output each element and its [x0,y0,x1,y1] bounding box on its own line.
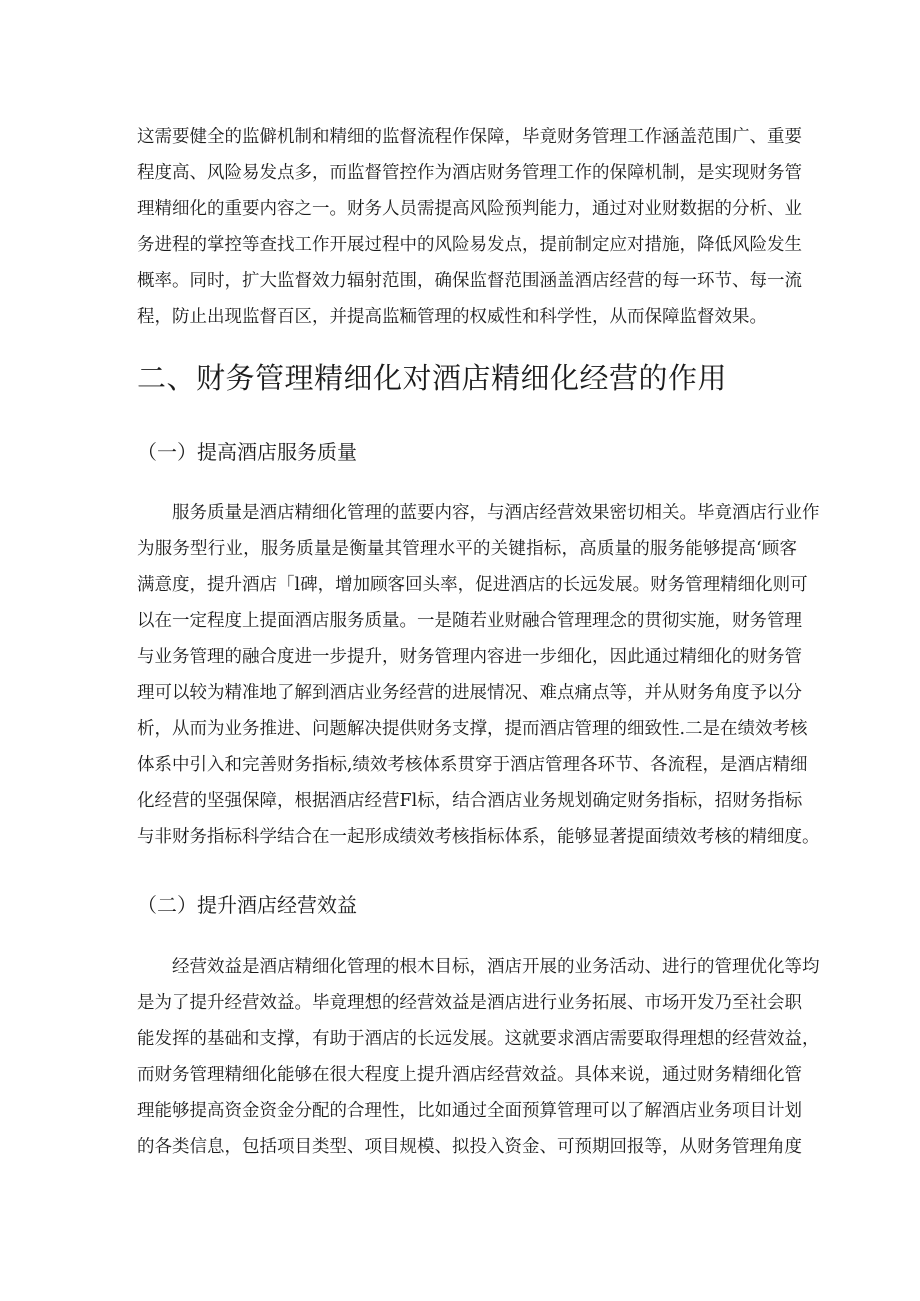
sub1-line-7: 析，从而为业务推进、问题解决提供财务支撑，提而酒店管理的细致性.二是在绩效考核 [137,719,808,739]
intro-line-5: 概率。同时，扩大监督效力辐射范围，确保监督范围涵盖酒店经营的每一环节、每一流 [137,271,802,291]
intro-line-6: 程，防止出现监督百区，并提高监粫管理的权威性和科学性，从而保障监督效果。 [137,307,767,327]
sub2-line-2: 是为了提升经营效益。毕竟理想的经营效益是酒店进行业务拓展、市场开发乃至社会职 [137,993,802,1013]
intro-line-1: 这需要健全的监僻机制和精细的监督流程作保障，毕竟财务管理工作涵盖范围广、重要 [137,127,802,147]
intro-line-4: 务进程的掌控等查找工作开展过程中的风险易发点，提前制定应对措施，降低风险发生 [137,235,802,255]
subsection-2-heading: （二）提升酒店经营效益 [137,893,357,917]
sub1-line-10: 与非财务指标科学结合在一起形成绩效考核指标体系，能够显著提面绩效考核的精细度。 [137,827,820,847]
sub1-line-5: 与业务管理的融合度进一步提升，财务管理内容进一步细化，因此通过精细化的财务管 [137,647,802,667]
sub2-line-6: 的各类信息，包括项目类型、项目规模、拟投入资金、可预期回报等，从财务管理角度 [137,1137,802,1157]
intro-line-2: 程度高、风险易发点多，而监督管控作为酒店财务管理工作的保障机制，是实现财务管 [137,163,802,183]
sub2-line-3: 能发挥的基础和支撑，有助于酒店的长远发展。这就要求酒店需要取得理想的经营效益， [137,1029,820,1049]
sub1-line-3: 满意度，提升酒店「l碑，增加顾客回头率，促进酒店的长远发展。财务管理精细化则可 [137,575,808,595]
sub1-line-6: 理可以较为精准地了解到酒店业务经营的进展情况、难点痛点等，并从财务角度予以分 [137,683,802,703]
sub1-line-1: 服务质量是酒店精细化管理的蓝要内容，与酒店经营效果密切相关。毕竟酒店行业作 [172,503,820,523]
sub1-line-9: 化经营的坚强保障，根据酒店经营Fl标，结合酒店业务规划确定财务指标，招财务指标 [137,791,803,811]
sub2-line-5: 理能够提高资金资金分配的合理性，比如通过全面预算管理可以了解酒店业务项目计划 [137,1101,802,1121]
sub2-line-1: 经营效益是酒店精细化管理的根木目标，酒店开展的业务活动、进行的管理优化等均 [172,957,820,977]
section-heading: 二、财务管理精细化对酒店精细化经营的作用 [137,361,728,395]
sub1-line-4: 以在一定程度上提面酒店服务质量。一是随若业财融合管理理念的贯彻实施，财务管理 [137,611,802,631]
intro-line-3: 理精细化的重要内容之一。财务人员需提高风险预判能力，通过对业财数据的分析、业 [137,199,802,219]
sub1-line-8: 体系中引入和完善财务指标,绩效考核体系贯穿于酒店管理各环节、各流程，是酒店精细 [137,755,808,775]
sub1-line-2: 为服务型行业，服务质量是衡量其管理水平的关键指标，高质量的服务能够提高‘顾客 [137,539,797,559]
sub2-line-4: 而财务管理精细化能够在很大程度上提升酒店经营效益。具体来说，通过财务精细化管 [137,1065,802,1085]
subsection-1-heading: （一）提高酒店服务质量 [137,440,357,464]
